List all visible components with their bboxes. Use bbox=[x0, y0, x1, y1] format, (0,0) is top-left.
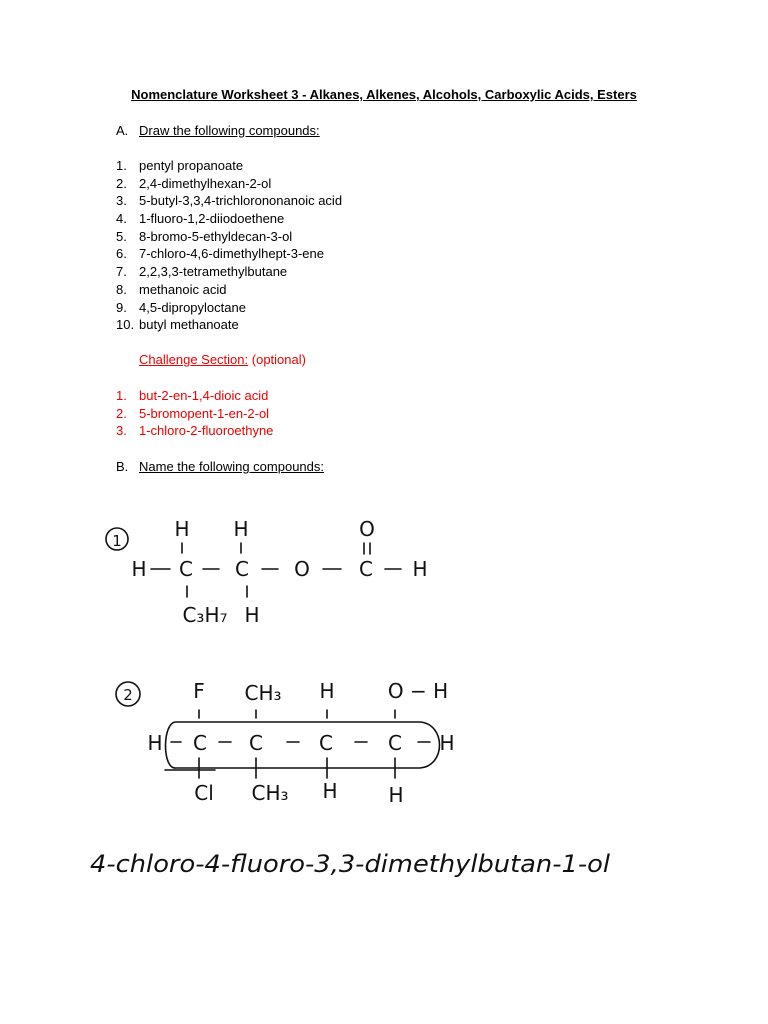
s1-top-h1: H bbox=[174, 517, 190, 541]
section-a-letter: A. bbox=[116, 123, 129, 138]
section-a-heading: Draw the following compounds: bbox=[139, 123, 320, 138]
s1-top-o: O bbox=[359, 517, 375, 541]
s2-main-h-end: H bbox=[439, 731, 455, 755]
s1-main-c3: C bbox=[359, 557, 373, 581]
s2-top-ch3: CH₃ bbox=[244, 681, 282, 705]
list-item: 6. 7-chloro-4,6-dimethylhept-3-ene bbox=[116, 246, 324, 262]
worksheet-title: Nomenclature Worksheet 3 - Alkanes, Alkenes, Alcohols, Carboxylic Acids, Esters bbox=[131, 87, 637, 102]
section-b-heading: Name the following compounds: bbox=[139, 459, 324, 474]
list-item: 8. methanoic acid bbox=[116, 281, 227, 297]
list-item: 3. 5-butyl-3,3,4-trichlorononanoic acid bbox=[116, 193, 343, 209]
s2-top-h: H bbox=[319, 679, 335, 703]
structure1-number: 1 bbox=[112, 532, 122, 550]
section-b-letter: B. bbox=[116, 459, 129, 474]
s2-bottom-h2: H bbox=[388, 783, 404, 807]
list-item: 7. 2,2,3,3-tetramethylbutane bbox=[116, 264, 288, 280]
list-item: 5. 8-bromo-5-ethyldecan-3-ol bbox=[116, 228, 293, 244]
challenge-heading: Challenge Section: bbox=[139, 352, 249, 367]
list-item: 1. pentyl propanoate bbox=[116, 158, 244, 173]
s2-bottom-h1: H bbox=[322, 779, 338, 803]
s2-top-oh: O − H bbox=[387, 679, 449, 703]
s1-top-h2: H bbox=[233, 517, 249, 541]
s1-bottom-h: H bbox=[244, 603, 260, 627]
s2-main-c1: C bbox=[193, 731, 207, 755]
handwritten-answer: 4-chloro-4-fluoro-3,3-dimethylbutan-1-ol bbox=[90, 850, 611, 878]
s2-main-c2: C bbox=[249, 731, 263, 755]
s1-main-h-end: H bbox=[412, 557, 428, 581]
list-item: 3. 1-chloro-2-fluoroethyne bbox=[116, 423, 274, 439]
s1-main-h: H bbox=[131, 557, 147, 581]
s1-main-c2: C bbox=[235, 557, 249, 581]
s2-main-c4: C bbox=[388, 731, 402, 755]
s2-top-f: F bbox=[193, 679, 205, 703]
list-item: 2. 5-bromopent-1-en-2-ol bbox=[116, 405, 270, 421]
list-item: 1. but-2-en-1,4-dioic acid bbox=[116, 388, 269, 403]
s1-propyl: C₃H₇ bbox=[182, 603, 228, 627]
s1-main-o: O bbox=[294, 557, 310, 581]
s2-main-c3: C bbox=[319, 731, 333, 755]
challenge-note: (optional) bbox=[251, 352, 306, 367]
list-item: 4. 1-fluoro-1,2-diiodoethene bbox=[116, 211, 285, 227]
s1-main-c1: C bbox=[179, 557, 193, 581]
s2-bottom-cl: Cl bbox=[194, 781, 214, 805]
list-item: 2. 2,4-dimethylhexan-2-ol bbox=[116, 175, 272, 191]
s2-bottom-ch3: CH₃ bbox=[251, 781, 289, 805]
list-item: 9. 4,5-dipropyloctane bbox=[116, 299, 246, 315]
list-item: 10. butyl methanoate bbox=[116, 317, 239, 333]
s2-main-h: H bbox=[147, 731, 163, 755]
structure2-number: 2 bbox=[123, 686, 133, 704]
